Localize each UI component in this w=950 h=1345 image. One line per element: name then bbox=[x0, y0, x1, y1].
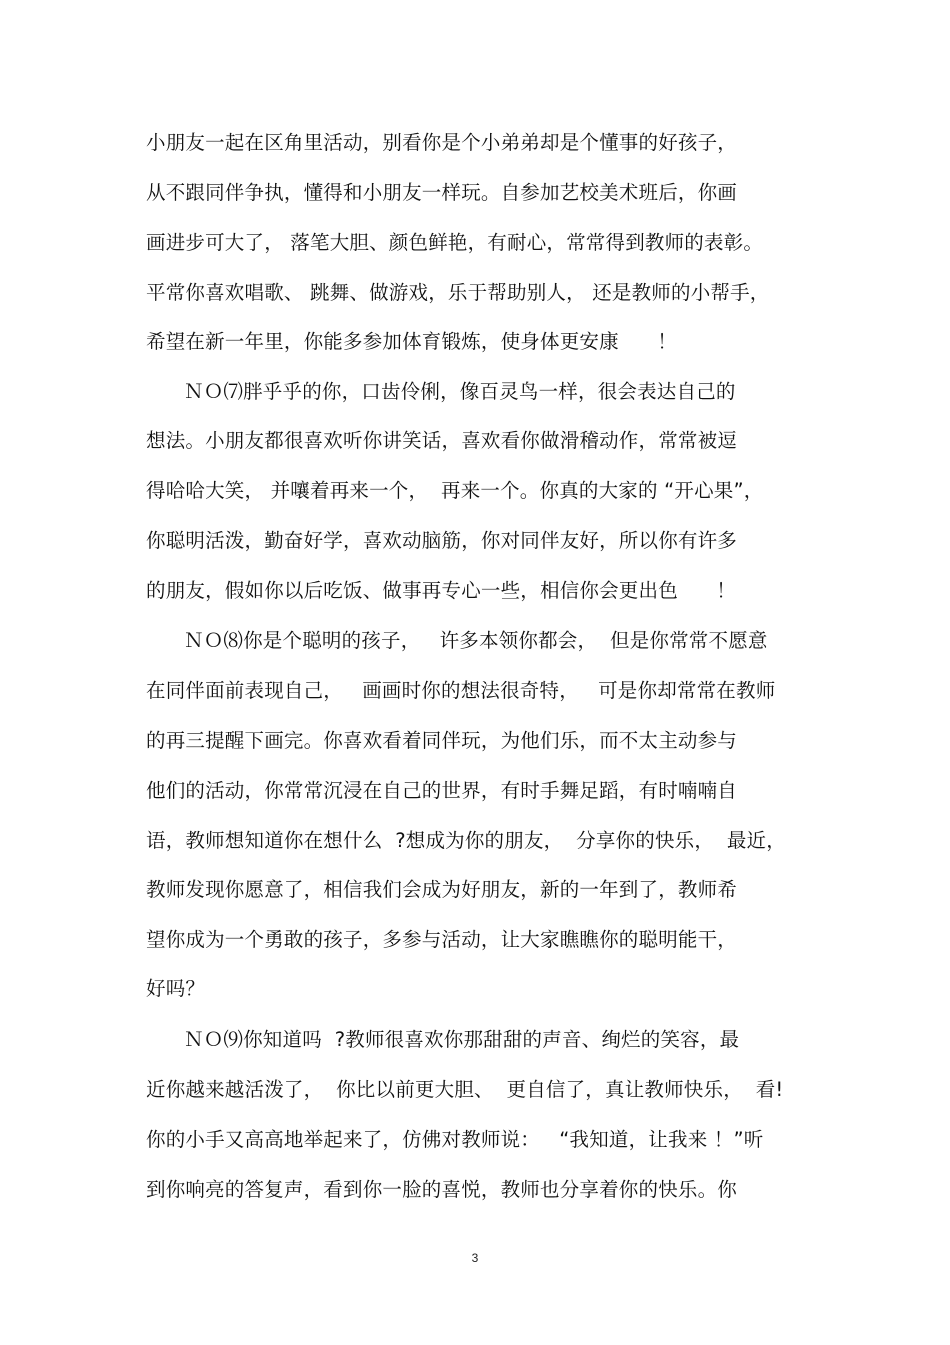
text-line: 语，教师想知道你在想什么 ?想成为你的朋友， 分享你的快乐， 最近， bbox=[146, 829, 786, 852]
text-line: 从不跟同伴争执，懂得和小朋友一样玩。自参加艺校美术班后，你画 bbox=[146, 181, 738, 204]
text-line: 你的小手又高高地举起来了，仿佛对教师说： “我知道，让我来 ！”听 bbox=[146, 1128, 764, 1151]
text-line: 得哈哈大笑， 并嚷着再来一个， 再来一个。你真的大家的 “开心果”， bbox=[146, 479, 764, 502]
text-line: 的再三提醒下画完。你喜欢看着同伴玩，为他们乐，而不太主动参与 bbox=[146, 729, 738, 752]
text-line: 他们的活动，你常常沉浸在自己的世界，有时手舞足蹈，有时喃喃自 bbox=[146, 779, 738, 802]
text-line: 望你成为一个勇敢的孩子，多参与活动，让大家瞧瞧你的聪明能干， bbox=[146, 928, 738, 951]
text-line: 希望在新一年里，你能多参加体育锻炼，使身体更安康 ！ bbox=[146, 330, 677, 353]
text-line: 画进步可大了， 落笔大胆、颜色鲜艳，有耐心，常常得到教师的表彰。 bbox=[146, 231, 764, 254]
text-line: 平常你喜欢唱歌、 跳舞、做游戏，乐于帮助别人， 还是教师的小帮手， bbox=[146, 281, 770, 304]
text-line: 好吗？ bbox=[146, 977, 206, 1000]
text-line: 的朋友，假如你以后吃饭、做事再专心一些，相信你会更出色 ！ bbox=[146, 579, 736, 602]
text-line: 想法。小朋友都很喜欢听你讲笑话，喜欢看你做滑稽动作，常常被逗 bbox=[146, 429, 738, 452]
page-number: 3 bbox=[471, 1251, 479, 1265]
paragraph-start-line: ＮＯ⑺胖乎乎的你，口齿伶俐，像百灵鸟一样，很会表达自己的 bbox=[184, 380, 736, 403]
text-line: 你聪明活泼，勤奋好学，喜欢动脑筋，你对同伴友好，所以你有许多 bbox=[146, 529, 738, 552]
paragraph-start-line: ＮＯ⑼你知道吗 ?教师很喜欢你那甜甜的声音、绚烂的笑容，最 bbox=[184, 1028, 740, 1051]
text-line: 教师发现你愿意了，相信我们会成为好朋友，新的一年到了，教师希 bbox=[146, 878, 738, 901]
text-line: 到你响亮的答复声，看到你一脸的喜悦，教师也分享着你的快乐。你 bbox=[146, 1178, 738, 1201]
text-line: 在同伴面前表现自己， 画画时你的想法很奇特， 可是你却常常在教师 bbox=[146, 679, 776, 702]
text-line: 小朋友一起在区角里活动，别看你是个小弟弟却是个懂事的好孩子， bbox=[146, 131, 738, 154]
text-line: 近你越来越活泼了， 你比以前更大胆、 更自信了，真让教师快乐， 看! bbox=[146, 1078, 784, 1101]
paragraph-start-line: ＮＯ⑻你是个聪明的孩子， 许多本领你都会， 但是你常常不愿意 bbox=[184, 629, 768, 652]
